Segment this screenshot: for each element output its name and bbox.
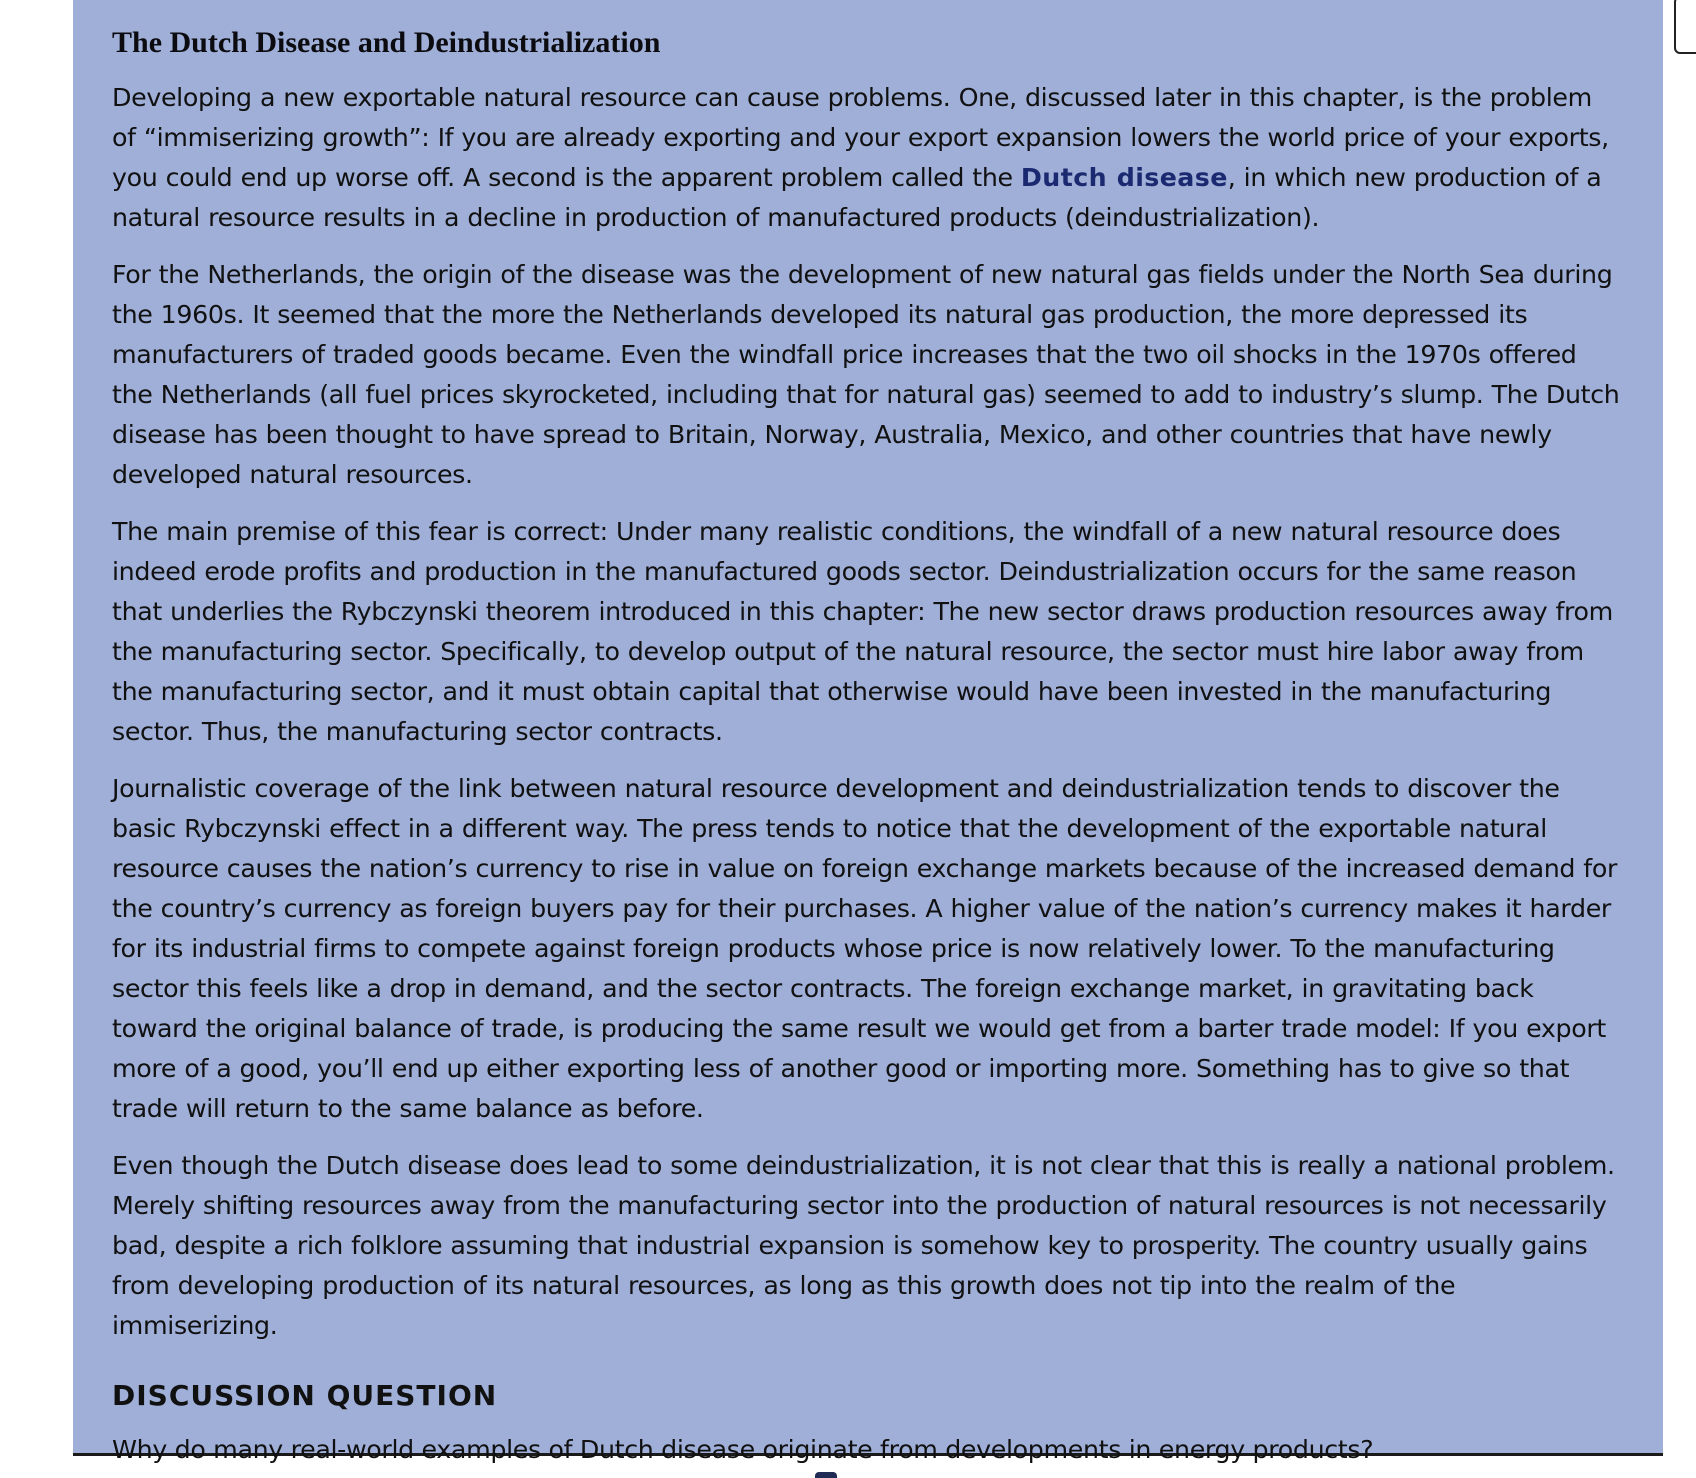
scrollbar-handle[interactable] <box>1674 0 1696 54</box>
paragraph-intro-after: , in which new production of a natural resource results in a decline in production of manufactured products (deindustrialization). <box>112 163 1602 232</box>
paragraph-premise: The main premise of this fear is correct: Under many realistic conditions, the windfall of a new natural resource does indeed erode profits and production in the manufactured goods sector. Deindustrialization occurs for the same reason that underlies the Rybczynski theorem introduced in this chapter: The new sector draws production resources away from the manufacturing sector. Specifically, to develop output of the natural resource, the sector must hire labor away from the manufacturing sector, and it must obtain capital that otherwise would have been invested in the manufacturing sector. Thus, the manufacturing sector contracts. <box>112 517 1613 746</box>
box-title: The Dutch Disease and Deindustrialization <box>112 26 661 59</box>
paragraph-conclusion: Even though the Dutch disease does lead to some deindustrialization, it is not clear that this is really a national problem. Merely shifting resources away from the manufacturing sector into the production of natural resources is not necessarily bad, despite a rich folklore assuming that industrial expansion is somehow key to prosperity. The country usually gains from developing production of its natural resources, as long as this growth does not tip into the realm of the immiserizing. <box>112 1151 1615 1340</box>
page-marker-icon <box>815 1472 837 1478</box>
feature-box <box>73 0 1663 1464</box>
paragraph-journalistic: Journalistic coverage of the link between natural resource development and deindustrialization tends to discover the basic Rybczynski effect in a different way. The press tends to notice that the development of the exportable natural resource causes the nation’s currency to rise in value on foreign exchange markets because of the increased demand for the country’s currency as foreign buyers pay for their purchases. A higher value of the nation’s currency makes it harder for its industrial firms to compete against foreign products whose price is now relatively lower. To the manufacturing sector this feels like a drop in demand, and the sector contracts. The foreign exchange market, in gravitating back toward the original balance of trade, is producing the same result we would get from a barter trade model: If you export more of a good, you’ll end up either exporting less of another good or importing more. Something has to give so that trade will return to the same balance as before. <box>112 774 1618 1123</box>
discussion-question: Why do many real-world examples of Dutch disease originate from developments in energy products? <box>112 1435 1374 1464</box>
dutch-disease-term-link[interactable]: Dutch disease <box>1020 163 1228 192</box>
paragraph-intro <box>112 78 1621 238</box>
discussion-heading: DISCUSSION QUESTION <box>112 1379 498 1412</box>
paragraph-intro-before: Developing a new exportable natural resource can cause problems. One, discussed later in this chapter, is the problem of “immiserizing growth”: If you are already exporting and your export expansion lowers the world price of your exports, you could end up worse off. A second is the apparent problem called the <box>112 83 1609 192</box>
paragraph-netherlands: For the Netherlands, the origin of the disease was the development of new natural gas fields under the North Sea during the 1960s. It seemed that the more the Netherlands developed its natural gas production, the more depressed its manufacturers of traded goods became. Even the windfall price increases that the two oil shocks in the 1970s offered the Netherlands (all fuel prices skyrocketed, including that for natural gas) seemed to add to industry’s slump. The Dutch disease has been thought to have spread to Britain, Norway, Australia, Mexico, and other countries that have newly developed natural resources. <box>112 260 1620 489</box>
